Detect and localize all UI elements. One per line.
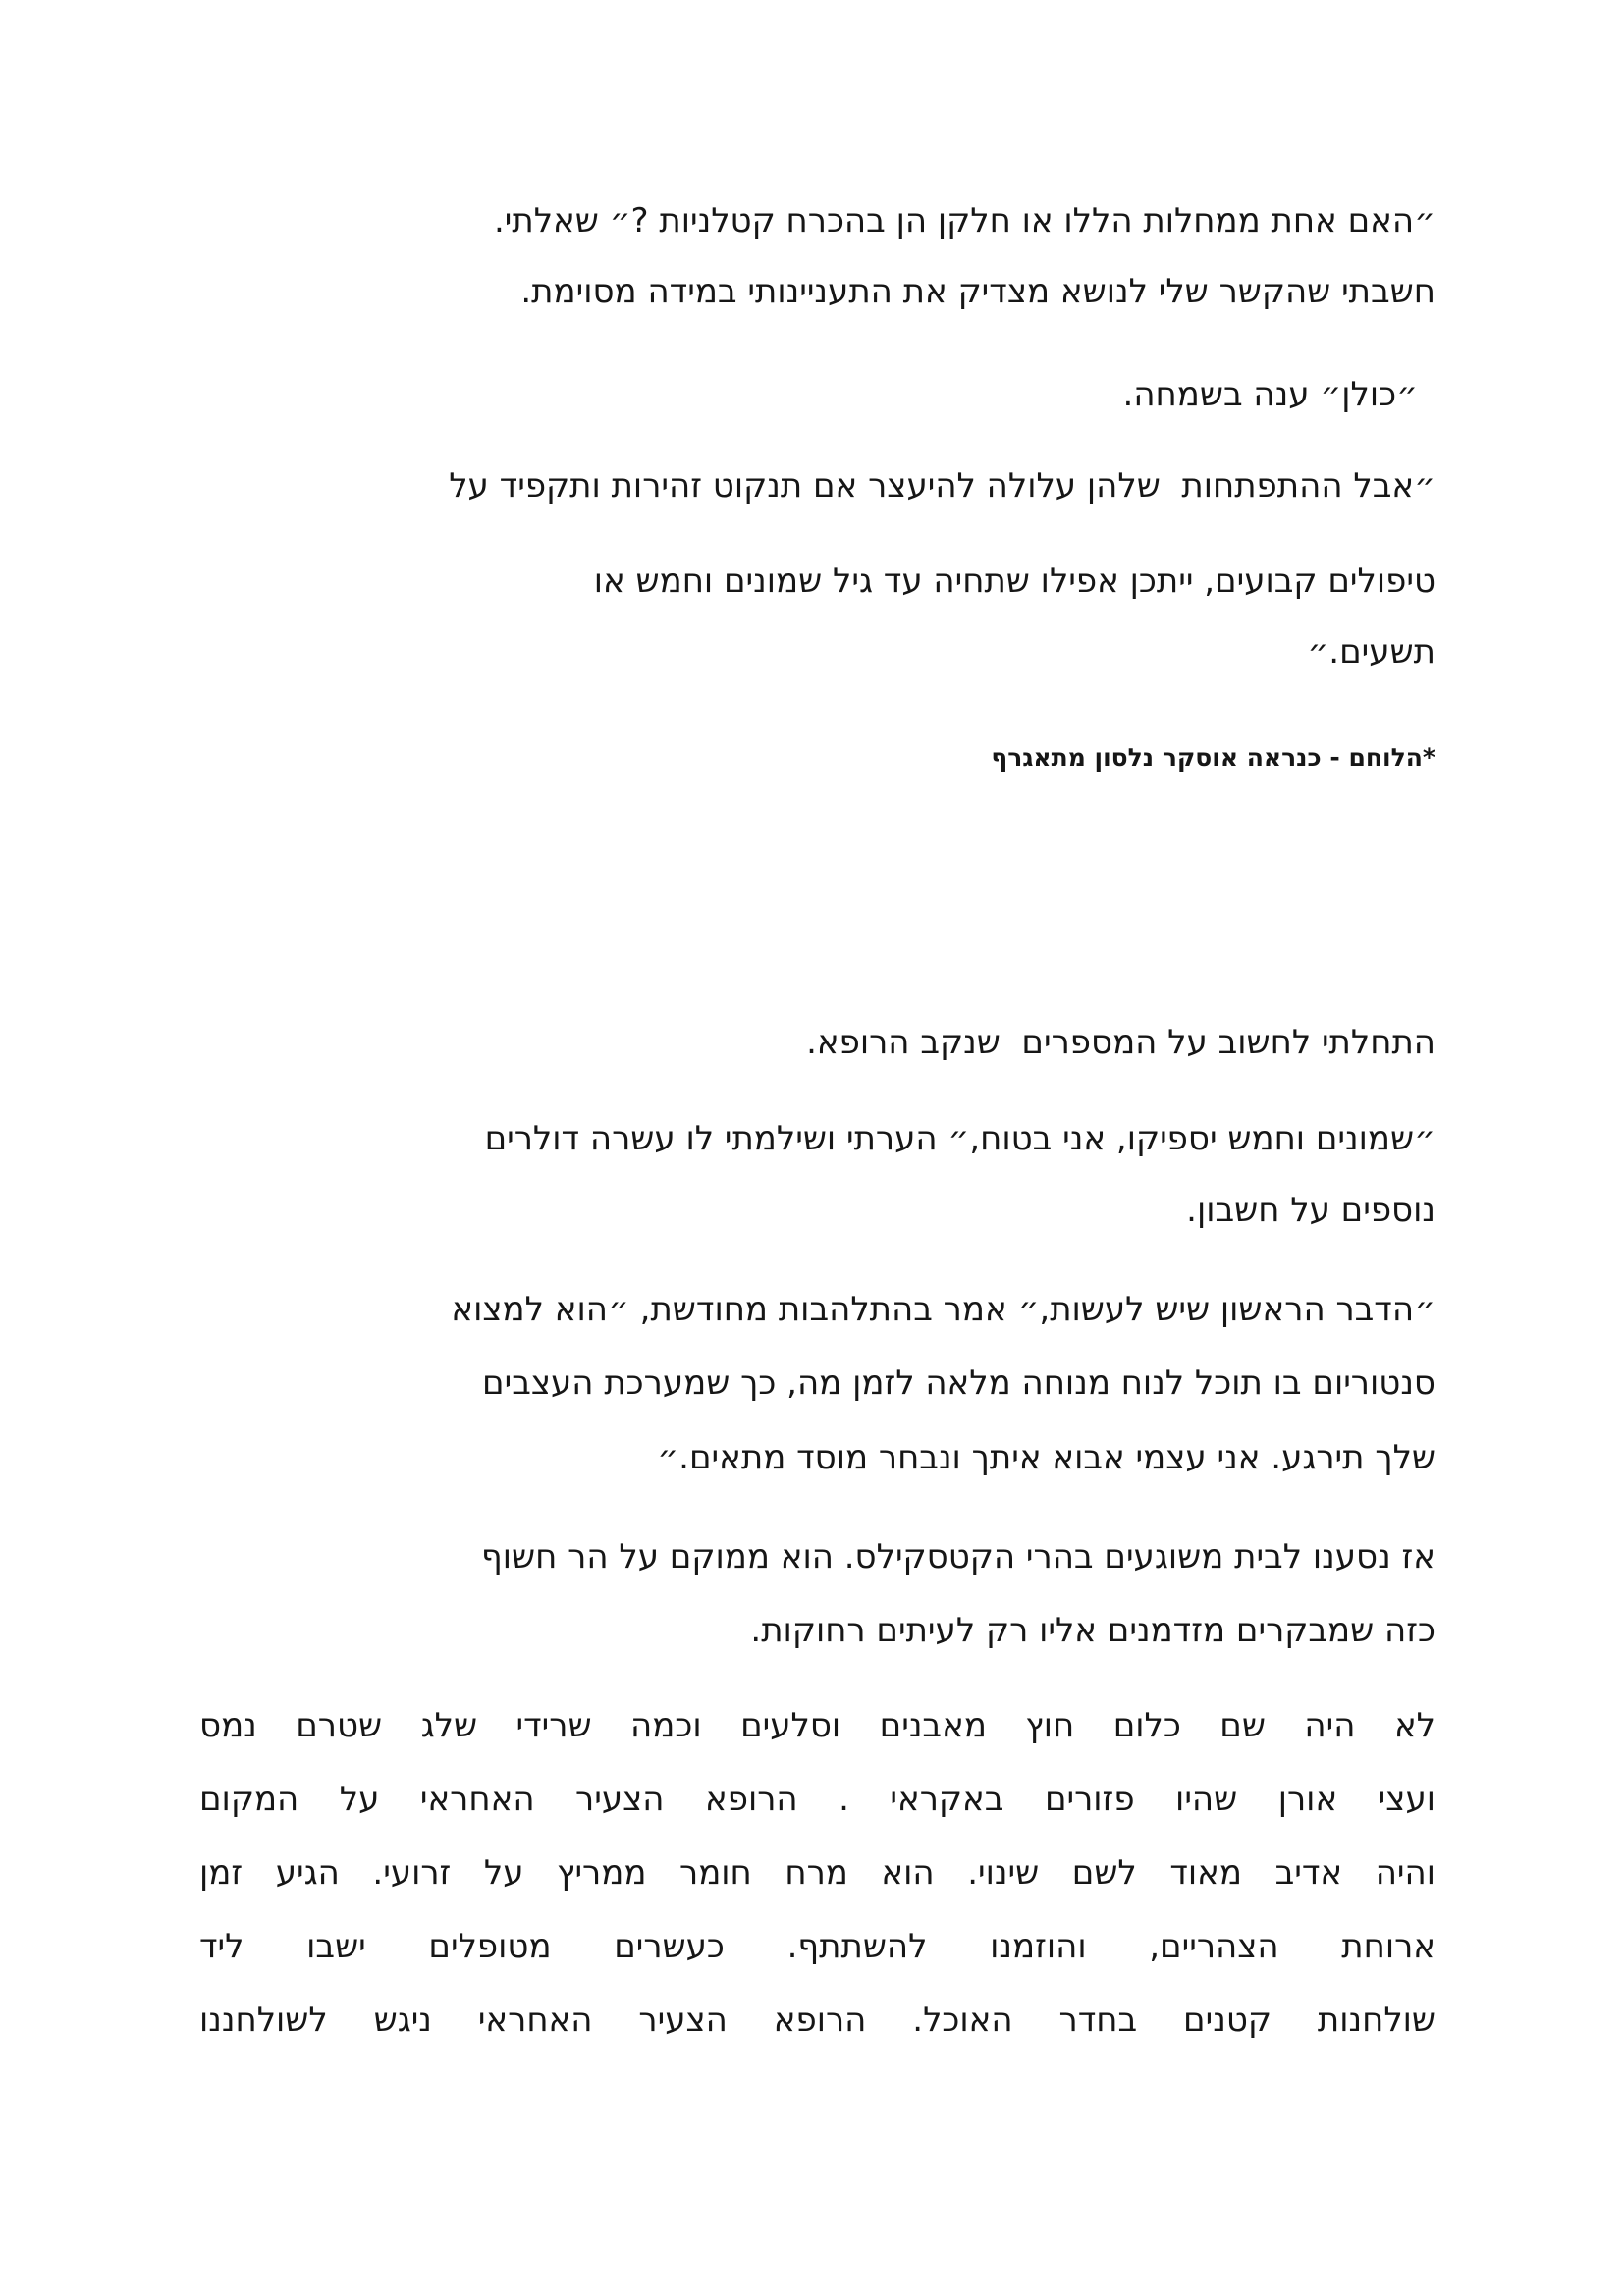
text-line: תשעים.״	[1307, 632, 1435, 671]
text-line: אז נסענו לבית משוגעים בהרי הקטסקילס. הוא ממוקם על הר חשוף	[481, 1537, 1435, 1576]
text-line: כזה שמבקרים מזדמנים אליו רק לעיתים רחוקות.	[750, 1611, 1435, 1650]
text-line: ״כולן״ ענה בשמחה.	[1122, 375, 1418, 414]
text-line: ״שמונים וחמש יספיקו, אני בטוח,״ הערתי ושילמתי לו עשרה דולרים	[484, 1119, 1435, 1158]
text-line: התחלתי לחשוב על המספרים שנקב הרופא.	[806, 1023, 1435, 1062]
text-line: שלך תירגע. אני עצמי אבוא איתך ונבחר מוסד מתאים.״	[657, 1438, 1435, 1477]
text-line: ״הדבר הראשון שיש לעשות,״ אמר בהתלהבות מחודשת, ״הוא למצוא	[451, 1290, 1435, 1329]
text-line: ״האם אחת ממחלות הללו או חלקן הן בהכרח קטלניות ?״ שאלתי.	[493, 201, 1435, 240]
text-line: לא היה שם כלום חוץ מאבנים וסלעים וכמה שרידי שלג שטרם נמס	[199, 1706, 1435, 1745]
text-line: סנטוריום בו תוכל לנוח מנוחה מלאה לזמן מה, כך שמערכת העצבים	[482, 1363, 1435, 1403]
text-line: נוספים על חשבון.	[1186, 1191, 1435, 1230]
text-line: ועצי אורן שהיו פזורים באקראי . הרופא הצעיר האחראי על המקום	[199, 1780, 1435, 1819]
text-line: ארוחת הצהריים, והוזמנו להשתתף. כעשרים מטופלים ישבו ליד	[199, 1927, 1435, 1966]
text-line: ״אבל ההתפתחות שלהן עלולה להיעצר אם תנקוט זהירות ותקפיד על	[449, 466, 1435, 506]
footnote: *הלוחם - כנראה אוסקר נלסון מתאגרף	[991, 743, 1435, 772]
text-line: חשבתי שהקשר שלי לנושא מצדיק את התעניינותי במידה מסוימת.	[520, 272, 1435, 311]
text-line: והיה אדיב מאוד לשם שינוי. הוא מרח חומר ממריץ על זרועי. הגיע זמן	[199, 1853, 1435, 1893]
text-line: טיפולים קבועים, ייתכן אפילו שתחיה עד גיל שמונים וחמש או	[593, 561, 1435, 601]
text-line: שולחנות קטנים בחדר האוכל. הרופא הצעיר האחראי ניגש לשולחננו	[199, 2001, 1435, 2040]
